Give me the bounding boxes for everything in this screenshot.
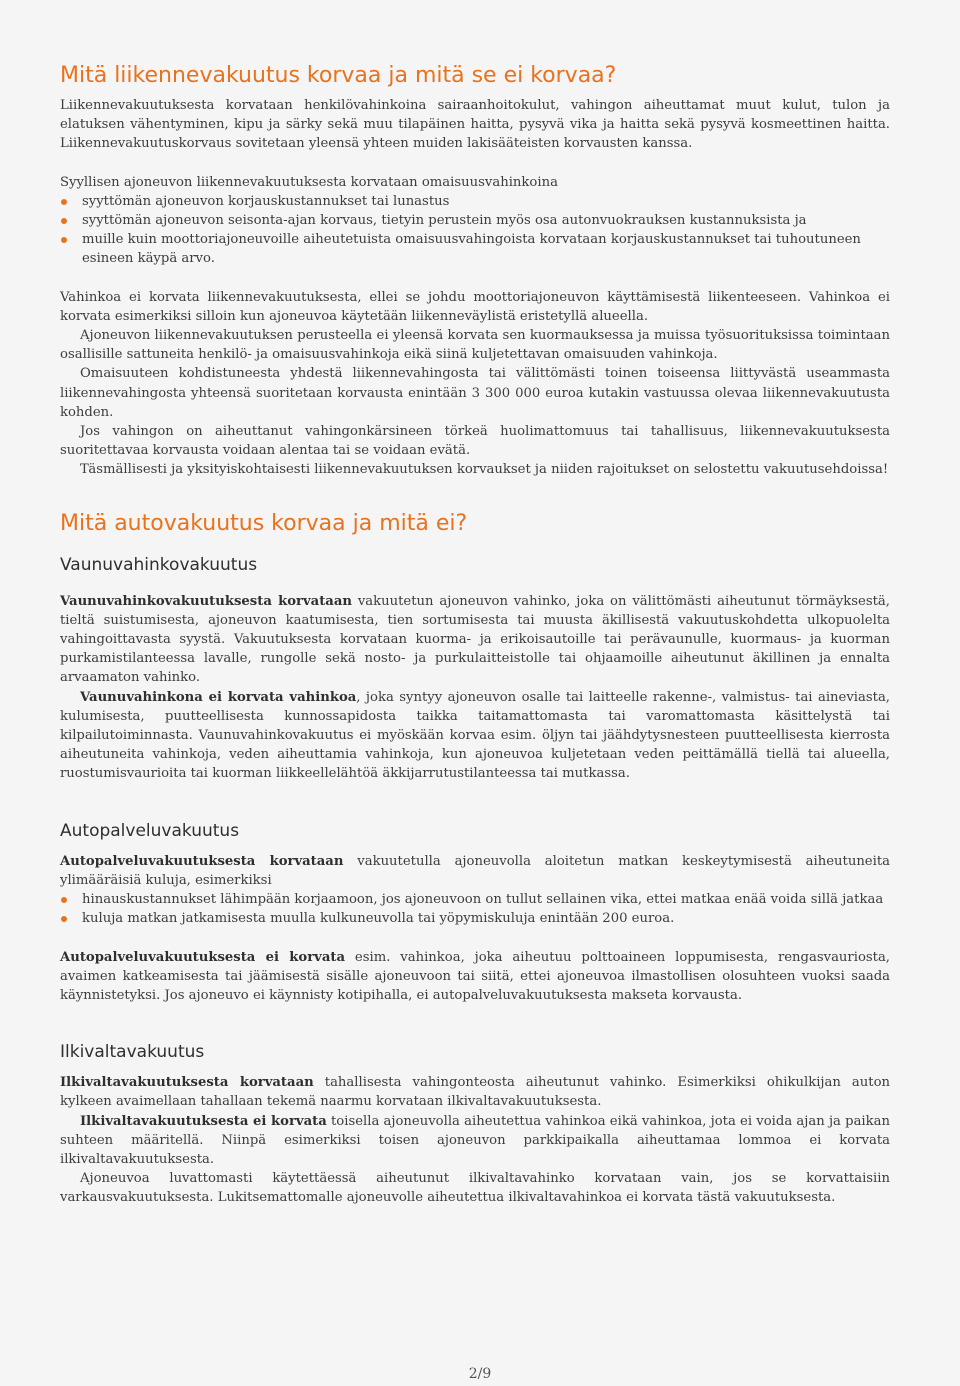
paragraph: Omaisuuteen kohdistuneesta yhdestä liikennevahingosta tai välittömästi toinen toiseensa liittyvästä useammasta liikennevahingosta yhteensä suoritetaan korvausta enintään 3 300 000 euroa kutakin vastuussa olevaa liikennevakuutusta kohden. (60, 366, 890, 420)
paragraph: Autopalveluvakuutuksesta korvataan vakuutetulla ajoneuvolla aloitetun matkan keskeytymisestä aiheutuneita ylimääräisiä kuluja, esimerkiksi (60, 853, 890, 888)
bullet-icon (61, 237, 67, 243)
list-intro: Syyllisen ajoneuvon liikennevakuutuksesta korvataan omaisuusvahinkoina (60, 174, 558, 190)
list-item: hinauskustannukset lähimpään korjaamoon, jos ajoneuvoon on tullut sellainen vika, ettei matkaa enää voida sillä jatkaa (60, 890, 890, 909)
heading-vaunuvahinko: Vaunuvahinkovakuutus (60, 554, 258, 575)
intro-paragraph: Liikennevakuutuksesta korvataan henkilövahinkoina sairaanhoitokulut, vahingon aiheuttamat muut kulut, tulon ja elatuksen vähentyminen, kipu ja särky sekä muu tilapäinen haitta, pysyvä vika ja haitta sekä pysyvä kosmeettinen haitta. Liikennevakuutuskorvaus sovitetaan yleensä yhteen muiden lakisääteisten korvausten kanssa. (60, 98, 890, 152)
list-item: syyttömän ajoneuvon seisonta-ajan korvaus, tietyin perustein myös osa autonvuokrauksen kustannuksista ja (60, 211, 890, 230)
bullet-icon (61, 218, 67, 224)
paragraph: Vaunuvahinkona ei korvata vahinkoa, joka syntyy ajoneuvon osalle tai laitteelle rakenne-, valmistus- tai aineviasta, kulumisesta, puutteellisesta kunnossapidosta taikka taitamattomasta tai varomattomasta käsittelystä tai kilpailutoiminnasta. Vaunuvahinkovakuutus ei myöskään korvaa esim. öljyn tai jäähdytysnesteen puutteellisesta kierrosta aiheutuneita vahinkoja, veden aiheuttamia vahinkoja, kun ajoneuvoa kuljetetaan veden peittämällä tiellä tai alueella, ruostumisvaurioita tai kuorman liikkeellelähtöä äkkijarrutustilanteessa tai mutkassa. (60, 689, 890, 782)
paragraph: Jos vahingon on aiheuttanut vahingonkärsineen törkeä huolimattomuus tai tahallisuus, liikennevakuutuksesta suoritettavaa korvausta voidaan alentaa tai se voidaan evätä. (60, 424, 890, 459)
section-title-liikennevakuutus: Mitä liikennevakuutus korvaa ja mitä se ei korvaa? (60, 63, 617, 88)
autopalvelu-list (60, 890, 890, 928)
paragraph: Täsmällisesti ja yksityiskohtaisesti liikennevakuutuksen korvaukset ja niiden rajoitukset on selostettu vakuutusehdoissa! (80, 462, 889, 478)
section-title-autovakuutus: Mitä autovakuutus korvaa ja mitä ei? (60, 510, 468, 536)
paragraph: Ajoneuvoa luvattomasti käytettäessä aiheutunut ilkivaltavahinko korvataan vain, jos se korvattaisiin varkausvakuutuksesta. Lukitsemattomalle ajoneuvolle aiheutettua ilkivaltavahinkoa ei korvata tästä vakuutuksesta. (60, 1171, 890, 1206)
paragraph: Vahinkoa ei korvata liikennevakuutuksesta, ellei se johdu moottoriajoneuvon käyttämisestä liikenteeseen. Vahinkoa ei korvata esimerkiksi silloin kun ajoneuvoa käytetään liikenneväylistä eristetyllä alueella. (60, 289, 890, 324)
paragraph: Ilkivaltavakuutuksesta ei korvata toisella ajoneuvolla aiheutettua vahinkoa eikä vahinkoa, jota ei voida ajan ja paikan suhteen määritellä. Niinpä esimerkiksi toisen ajoneuvon parkkipaikalla aiheuttamaa lommoa ei korvata ilkivaltavakuutuksesta. (60, 1113, 890, 1167)
property-damage-list (60, 192, 890, 269)
bullet-icon (61, 199, 67, 205)
bullet-icon (61, 897, 67, 903)
page-content (60, 62, 890, 1208)
paragraph: Autopalveluvakuutuksesta ei korvata esim. vahinkoa, joka aiheutuu polttoaineen loppumisesta, rengasvauriosta, avaimen katkeamisesta tai jäämisestä sisälle ajoneuvoon tai siitä, ettei ajoneuvoa ilmastollisen olosuhteen vuoksi saada käynnistetyksi. Jos ajoneuvo ei käynnisty kotipihalla, ei autopalveluvakuutuksesta makseta korvausta. (60, 949, 891, 1003)
paragraph: Ilkivaltavakuutuksesta korvataan tahallisesta vahingonteosta aiheutunut vahinko. Esimerkiksi ohikulkijan auton kylkeen avaimellaan tahallaan tekemä naarmu korvataan ilkivaltavakuutuksesta. (60, 1075, 891, 1110)
paragraph: Vaunuvahinkovakuutuksesta korvataan vakuutetun ajoneuvon vahinko, joka on välittömästi aiheutunut törmäyksestä, tieltä suistumisesta, ajoneuvon kaatumisesta, tien sortumisesta tai muusta äkillisestä vakuutuskohdetta ulkopuolelta vahingoittavasta syystä. Vakuutuksesta korvataan kuorma- ja erikoisautoille tai perävaunulle, kuormaus- ja kuorman purkamistilanteessa lavalle, rungolle sekä nosto- ja purkulaitteistolle tai ohjaamoille aiheutunut äkillinen ja ennalta arvaamaton vahinko. (60, 593, 890, 686)
heading-ilkivalta: Ilkivaltavakuutus (60, 1042, 205, 1063)
page-number: 2/9 (468, 1366, 492, 1382)
list-item: kuluja matkan jatkamisesta muulla kulkuneuvolla tai yöpymiskuluja enintään 200 euroa. (60, 909, 890, 928)
paragraph: Ajoneuvon liikennevakuutuksen perusteella ei yleensä korvata sen kuormauksessa ja muissa työsuorituksissa toimintaan osallisille sattuneita henkilö- ja omaisuusvahinkoja eikä siinä kuljetettavan omaisuuden vahinkoja. (60, 328, 890, 363)
bullet-icon (61, 916, 67, 922)
list-item: muille kuin moottoriajoneuvoille aiheutetuista omaisuusvahingoista korvataan korjauskustannukset tai tuhoutuneen esineen käypä arvo. (60, 230, 890, 268)
list-item: syyttömän ajoneuvon korjauskustannukset tai lunastus (60, 192, 890, 211)
heading-autopalvelu: Autopalveluvakuutus (60, 820, 240, 841)
